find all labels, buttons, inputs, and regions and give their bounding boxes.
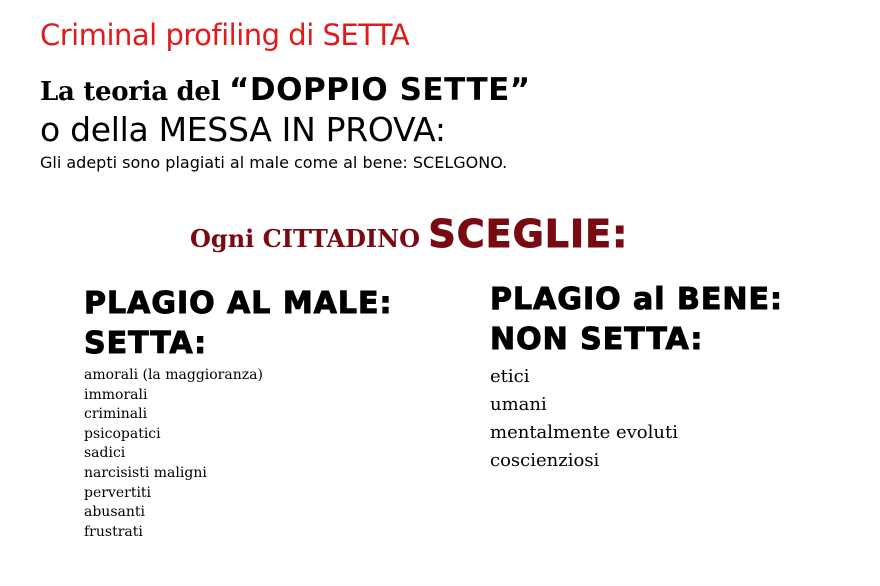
right-heading-line2: NON SETTA: <box>490 322 704 357</box>
list-item: mentalmente evoluti <box>490 422 678 443</box>
list-item: pervertiti <box>84 484 152 501</box>
theory-heading <box>40 72 531 108</box>
list-item: amorali (la maggioranza) <box>84 367 263 383</box>
choice-heading-lead: Ogni CITTADINO <box>190 224 429 253</box>
list-item: psicopatici <box>84 425 161 442</box>
left-column-list <box>84 366 263 542</box>
left-heading-line2: SETTA: <box>84 326 208 361</box>
choice-heading-emphasis: SCEGLIE: <box>428 212 629 256</box>
list-item: narcisisti maligni <box>84 464 207 481</box>
list-item: frustrati <box>84 523 143 540</box>
list-item: criminali <box>84 406 148 423</box>
list-item: sadici <box>84 445 126 462</box>
page-title: Criminal profiling di SETTA <box>40 18 410 52</box>
list-item: coscienziosi <box>490 450 600 471</box>
list-item: abusanti <box>84 504 145 521</box>
right-column-heading <box>490 280 783 360</box>
theory-heading-emphasis: “DOPPIO SETTE” <box>229 72 531 108</box>
list-item: umani <box>490 394 547 415</box>
theory-subheading: o della MESSA IN PROVA: <box>40 110 446 149</box>
left-column-heading <box>84 284 393 364</box>
choice-heading <box>190 212 628 256</box>
theory-description: Gli adepti sono plagiati al male come al bene: SCELGONO. <box>40 153 508 172</box>
left-heading-line1: PLAGIO AL MALE: <box>84 286 393 321</box>
list-item: immorali <box>84 386 148 403</box>
right-column-list <box>490 363 678 475</box>
right-heading-line1: PLAGIO al BENE: <box>490 282 783 317</box>
list-item: etici <box>490 366 530 387</box>
theory-heading-prefix: La teoria del <box>40 77 229 107</box>
